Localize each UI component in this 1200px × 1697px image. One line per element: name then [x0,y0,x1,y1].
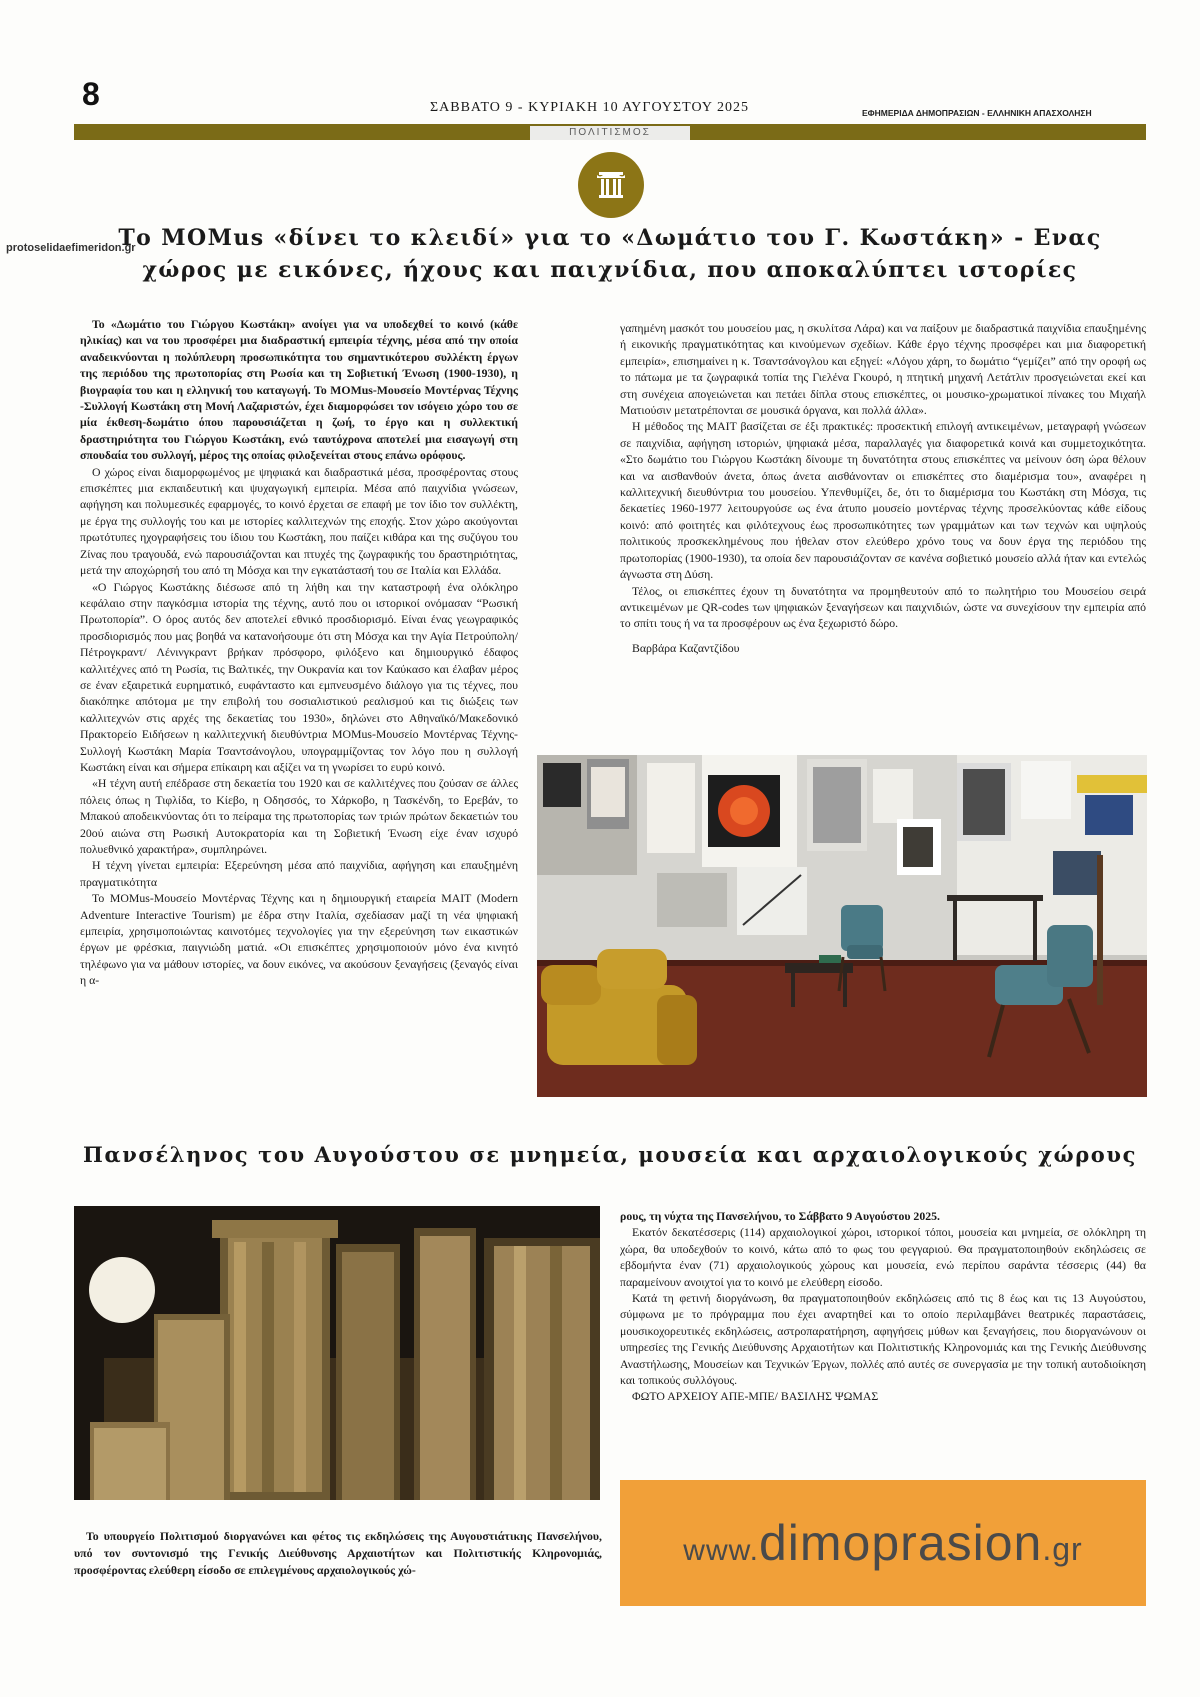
article-paragraph: Το MOMus-Μουσείο Μοντέρνας Τέχνης και η δημιουργική εταιρεία MAIT (Modern Adventure Interactive Tourism) με έδρα στην Ιταλία, σχεδίασαν μαζί τη νέα ψηφιακή εμπειρία, χρησιμοποιώντας καινοτόμες τεχνολογίες για την εξερεύνηση των εικαστικών έργων με φρέσκια, παιγνιώδη ματιά. «Οι επισκέπτες χρησιμοποιούν μόνο ένα κινητό τηλέφωνο για να μάθουν ιστορίες, να δουν εικόνες, να ακούσουν ξεναγήσεις (ξεναγός είναι η α- [80,891,518,988]
temple-full-moon-photo [74,1206,600,1500]
article-lead-paragraph: Το «Δωμάτιο του Γιώργου Κωστάκη» ανοίγει για να υποδεχθεί το κοινό (κάθε ηλικίας) και να του προσφέρει μια διαδραστική εμπειρία τέχνης, μέσα από την οποία αναδεικνύονται η πολύπλευρη προσωπικότητα του σημαντικότερου συλλέκτη έργων της περιόδου της πρωτοπορίας στη Ρωσία και τη Σοβιετική Ένωση (1900-1930), η βιογραφία του και η ελληνική του καταγωγή. Το MOMus-Μουσείο Μοντέρνας Τέχνης -Συλλογή Κωστάκη στη Μονή Λαζαριστών, έχει διαμορφώσει τον ισόγειο χώρο του σε μία έκθεση-δωμάτιο όπου παρουσιάζεται η ζωή, το έργο και η συλλεκτική δραστηριότητα του Γιώργου Κωστάκη, ενώ ταυτόχρονα αποτελεί μια εισαγωγή στη σπουδαία του συλλογή, μέρος της οποίας φιλοξενείται στους επάνω ορόφους. [80,317,518,463]
article2-body [620,1208,1146,1405]
dimoprasion-ad-banner[interactable] [620,1480,1146,1606]
article-paragraph: «Η τέχνη αυτή επέδρασε στη δεκαετία του 1920 και σε καλλιτέχνες που ζούσαν σε άλλες πόλεις όπως η Τιφλίδα, το Κίεβο, η Οδησσός, το Χάρκοβο, η Τασκένδη, το Ερεβάν, το Μπακού αποδεικνύοντας ότι το πείραμα της πρωτοπορίας των τριών πρώτων δεκαετιών του 20ού αιώνα στη Ρωσική Αυτοκρατορία και τη Σοβιετική Ένωση είχε έναν ισχυρό πολυεθνικό χαρακτήρα», συμπληρώνει. [80,776,518,856]
article2-lead-caption: Το υπουργείο Πολιτισμού διοργανώνει και φέτος τις εκδηλώσεις της Αυγουστιάτικης Πανσελήνου, υπό τον συντονισμό της Γενικής Διεύθυνσης Αρχαιοτήτων και Πολιτιστικής Κληρονομιάς, προσφέροντας ελεύθερη είσοδο σε επιλεγμένους αρχαιολογικούς χώ- [74,1529,602,1577]
ad-url-text [683,1514,1082,1572]
ad-url-suffix: .gr [1042,1531,1083,1567]
website-watermark: protoselidaefimeridon.gr [6,242,136,254]
museum-room-photo [537,755,1147,1097]
article2-paragraph: Κατά τη φετινή διοργάνωση, θα πραγματοποιηθούν εκδηλώσεις από τις 8 έως και τις 13 Αυγούστου, σύμφωνα με το πρόγραμμα που έχει αναρτηθεί και το οποίο περιλαμβάνει θεατρικές παραστάσεις, μουσικοχορευτικές εκδηλώσεις, αστροπαρατήρηση, αφηγήσεις μύθων και ξεναγήσεις, που διοργανώνουν οι υπηρεσίες της Γενικής Διεύθυνσης Αρχαιοτήτων και Πολιτιστικής Κληρονομιάς και της Γενικής Διεύθυνσης Αναστήλωσης, Μουσείων και Τεχνικών Έργων, πολλές από αυτές σε συνεργασία με την τοπική αυτοδιοίκηση και τοπικούς συλλόγους. [620,1291,1146,1388]
ad-url-name: dimoprasion [758,1515,1043,1571]
article-subheading: Η τέχνη γίνεται εμπειρία: Εξερεύνηση μέσα από παιχνίδια, αφήγηση και επαυξημένη πραγματικότητα [80,858,518,889]
article-body-left [80,316,518,989]
article-paragraph: γαπημένη μασκότ του μουσείου μας, η σκυλίτσα Λάρα) και να παίξουν με διαδραστικά παιχνίδια επαυξημένης ή εικονικής πραγματικότητας και κινούμενων σχεδίων. Κάθε έργο τέχνης προσφέρει και μια διαφορετική εμπειρία», επισημαίνει η κ. Τσαντσάνογλου και εξηγεί: «Λόγου χάρη, το δωμάτιο “γεμίζει” από την οροφή ως το πάτωμα με τα ζωγραφικά τοπία της Γιελένα Γκουρό, η πτητική μηχανή Λετάτλιν προσγειώνεται εκεί και στη συνέχεια απογειώνεται και πετάει δίπλα στους επισκέπτες, οι μουσικο-χρωματικοί πίνακες του Μιχαήλ Ματιούσιν μετατρέπονται σε μουσικά όργανα, και πολλά άλλα». [620,321,1146,418]
article-paragraph: Η μέθοδος της MAIT βασίζεται σε έξι πρακτικές: προσεκτική επιλογή αντικειμένων, μεταγραφή γνώσεων σε παιχνίδια, αφήγηση ιστοριών, ψηφιακά μέσα, παραλλαγές για διαφορετικά κοινά και συμμετοχικότητα. «Στο δωμάτιο του Γιώργου Κωστάκη δίνουμε τη δυνατότητα στους επισκέπτες να μείνουν όση ώρα θέλουν και να αισθανθούν άνετα, όπως άνετα αισθάνονταν οι επισκέπτες στο διαμέρισμα του», αναφέρει η καλλιτεχνική διευθύντρια του μουσείου. Υπενθυμίζει, δε, ότι το διαμέρισμα του Κωστάκη στη Μόσχα, τις δεκαετίες 1960-1977 λειτουργούσε ως ένα άτυπο μουσείο μοντέρνας τέχνης προσελκύοντας κάθε είδους κοινό: από φοιτητές και φιλότεχνους έως προσωπικότητες των γραμμάτων και των τεχνών και υψηλούς πολιτικούς προσκεκλημένους που ήθελαν στον ελεύθερο χρόνο τους να δουν έργα της περιόδου της πρωτοπορίας (1900-1930), τα οποία δεν παρουσιάζονταν σε κανένα σοβιετικό μουσείο αλλά ήταν και εντελώς άγνωστα στη Δύση. [620,419,1146,582]
article2-lead-continuation: ρους, τη νύχτα της Πανσελήνου, το Σάββατο 9 Αυγούστου 2025. [620,1209,940,1223]
article-paragraph: Ο χώρος είναι διαμορφωμένος με ψηφιακά και διαδραστικά μέσα, προσφέροντας στους επισκέπτες μια εκπαιδευτική και ψυχαγωγική εμπειρία. Μέσα από παιχνίδια γνώσεων, αφήγηση και πολυμεσικές εφαρμογές, το κοινό έρχεται σε επαφή με τον ίδιο τον συλλέκτη, με έργα της συλλογής του και με ιστορίες καλλιτεχνών της εποχής. Στον χώρο ακούγονται πρωτότυπες ηχογραφήσεις του ίδιου του Κωστάκη, που παίζει κιθάρα και της συζύγου του Ζίνας που τραγουδά, ενώ παρουσιάζονται και πτυχές της ζωγραφικής του δραστηριότητας, μετά την αποχώρησή του από τη Μόσχα και την εγκατάστασή του σε Ιταλία και Ελλάδα. [80,464,518,578]
photo-credit: ΦΩΤΟ ΑΡΧΕΙΟΥ ΑΠΕ-ΜΠΕ/ ΒΑΣΙΛΗΣ ΨΩΜΑΣ [632,1389,879,1404]
article-headline: Το MOMus «δίνει το κλειδί» για το «Δωμάτιο του Γ. Κωστάκη» - Ενας χώρος με εικόνες, ήχους και παιχνίδια, που αποκαλύπτει ιστορίες [118,225,1102,283]
section-label: ΠΟΛΙΤΙΣΜΟΣ [530,126,690,140]
article-paragraph: Τέλος, οι επισκέπτες έχουν τη δυνατότητα να προμηθευτούν από το πωλητήριο του Μουσείου σειρά αντικειμένων με QR-codes των ψηφιακών ξεναγήσεων και παιχνιδιών, ώστε να συνεχίσουν την εμπειρία από το σπίτι τους ή να τα προσφέρουν ως ένα ξεχωριστό δώρο. [620,583,1146,631]
issue-date: ΣΑΒΒΑΤΟ 9 - ΚΥΡΙΑΚΗ 10 ΑΥΓΟΥΣΤΟΥ 2025 [430,100,749,115]
article2-headline: Πανσέληνος του Αυγούστου σε μνημεία, μουσεία και αρχαιολογικούς χώρους [83,1142,1137,1167]
column-pillar-icon [578,152,644,218]
article-paragraph: «Ο Γιώργος Κωστάκης διέσωσε από τη λήθη και την καταστροφή ένα ολόκληρο κεφάλαιο στην παγκόσμια ιστορία της τέχνης, αυτό που οι ιστορικοί ονόμασαν “Ρωσική Πρωτοπορία”. Ο όρος αυτός δεν αποτελεί εθνικό προσδιορισμό. Είναι ένας γεωγραφικός προσδιορισμός που μας βοηθά να κατανοήσουμε ότι στη Μόσχα και την Αγία Πετρούπολη/ Πέτρογκραντ/ Λένινγκραντ βρήκαν πρόσφορο, φιλόξενο και δημιουργικό έδαφος καλλιτέχνες από τη Ρωσία, τις Βαλτικές, την Ουκρανία και τον Καύκασο και έλαβαν μέρος σε έναν εξαιρετικά ευρηματικό, ευφάνταστο και εμπνευσμένο διάλογο για τις τέχνες, που διακόπηκε απότομα με την επιβολή του σοσιαλιστικού ρεαλισμού και τις διώξεις των καλλιτεχνών στις αρχές της δεκαετίας του 1930», δηλώνει στο Αθηναϊκό/Μακεδονικό Πρακτορείο Ειδήσεων η καλλιτεχνική διευθύντρια MOMus-Μουσείο Μοντέρνας Τέχνης-Συλλογή Κωστάκη Μαρία Τσαντσάνογλου, υπογραμμίζοντας τον λόγο που η συλλογή Κωστάκη είναι και σήμερα επίκαιρη και αξίζει να τη γνωρίσει το ευρύ κοινό. [80,579,518,774]
article-body-right [620,320,1146,656]
page-number: 8 [82,76,100,112]
ad-url-prefix: www. [683,1534,759,1567]
newspaper-masthead: ΕΦΗΜΕΡΙΔΑ ΔΗΜΟΠΡΑΣΙΩΝ - ΕΛΛΗΝΙΚΗ ΑΠΑΣΧΟΛΗΣΗ [862,108,1092,118]
article-byline: Βαρβάρα Καζαντζίδου [632,640,740,655]
article2-paragraph: Εκατόν δεκατέσσερις (114) αρχαιολογικοί χώροι, ιστορικοί τόποι, μουσεία και μνημεία, σε ολόκληρη τη χώρα, θα υποδεχθούν το κοινό, κάτω από το φως του φεγγαριού. Θα πραγματοποιηθούν εκδηλώσεις σε εβδομήντα έναν (71) αρχαιολογικούς χώρους και μουσεία, ενώ περίπου σαράντα τέσσερις (44) θα παραμείνουν ανοιχτοί για το κοινό με ελεύθερη είσοδο. [620,1225,1146,1289]
